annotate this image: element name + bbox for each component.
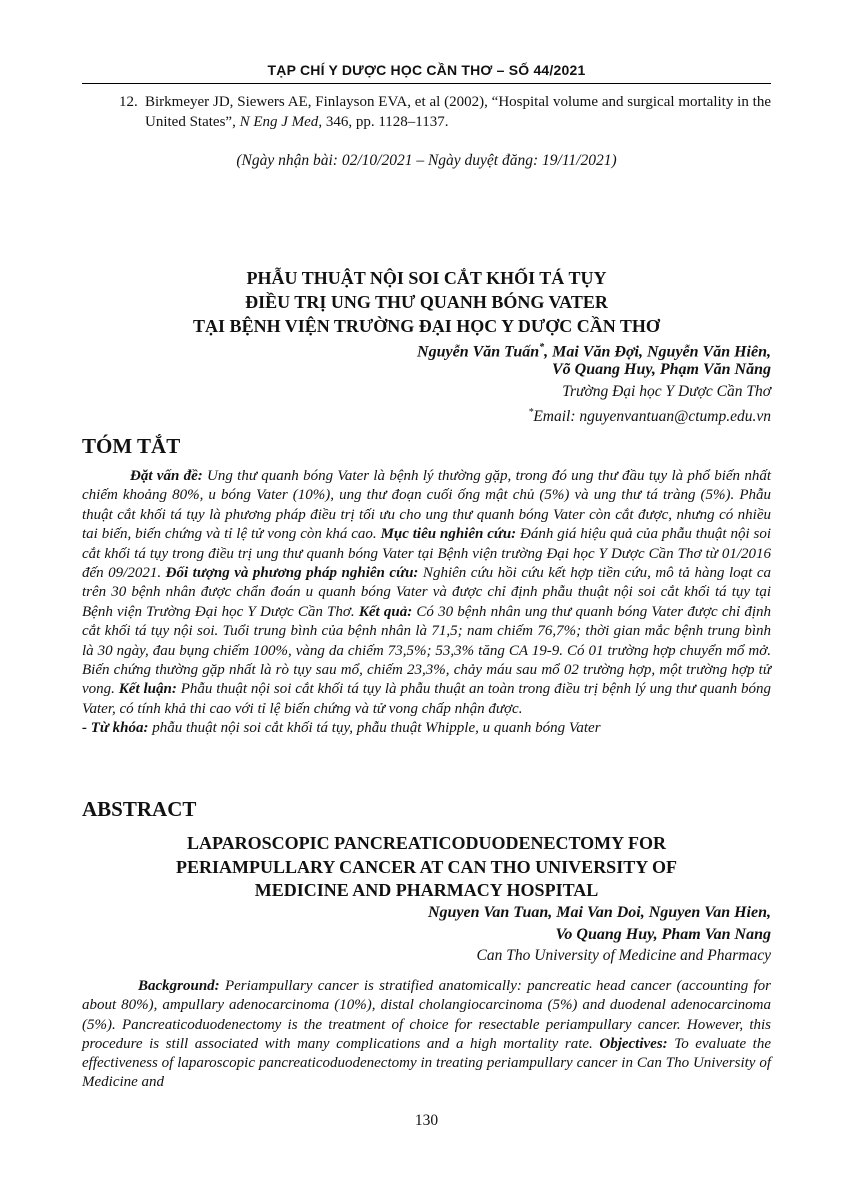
english-abstract: [82, 977, 771, 1093]
english-title: [82, 832, 771, 903]
label-background-vn: Đặt vấn đề:: [130, 468, 203, 484]
label-objective-vn: Mục tiêu nghiên cứu:: [380, 526, 517, 543]
keywords-line: [82, 719, 771, 738]
tom-tat-heading: TÓM TẮT: [82, 434, 181, 458]
reference-text-a: Birkmeyer JD, Siewers AE, Finlayson EVA, et al (2002), “Hospital volume and surgical mortality in the United States”,: [145, 94, 771, 130]
author-email: [82, 403, 771, 427]
text-background-en: Periampullary cancer is stratified anatomically: pancreatic head cancer (accounting for about 80%), ampullary adenocarcinoma (10%), distal cholangiocarcinoma (5%) and duodenal adenocarcinoma (5%). Pancreaticoduodenectomy is the treatment of choice for resectable periampullary cancer. However, this procedure is still associated with many complications and a high mortality rate.: [82, 978, 771, 1052]
en-title-line: PERIAMPULLARY CANCER AT CAN THO UNIVERSITY OF: [175, 856, 678, 877]
keywords-text: phẫu thuật nội soi cắt khối tá tụy, phẫu thuật Whipple, u quanh bóng Vater: [148, 720, 601, 737]
en-title-line: MEDICINE AND PHARMACY HOSPITAL: [254, 880, 599, 900]
vn-authors-line-2: Võ Quang Huy, Phạm Văn Năng: [551, 361, 771, 378]
text-results-vn: Có 30 bệnh nhân ung thư quanh bóng Vater được chỉ định cắt khối tá tụy nội soi. Tuổi trung bình của bệnh nhân là 71,5; nam chiếm 76,7%; thời gian mắc bệnh trung bình là 30 ngày, đau bụng chiếm 100%, vàng da chiếm 73,5%; 53,3% tăng CA 19-9. Có 01 trường hợp chuyển mổ mở. Biến chứng thường gặp nhất là rò tụy sau mổ, chiếm 23,3%, chảy máu sau mổ 02 trường hợp, một trường hợp tử vong.: [82, 603, 771, 698]
reference-item: [119, 92, 771, 132]
label-method-vn: Đối tượng và phương pháp nghiên cứu:: [165, 565, 419, 582]
received-dates: (Ngày nhận bài: 02/10/2021 – Ngày duyệt đăng: 19/11/2021): [236, 152, 617, 169]
vn-affiliation: Trường Đại học Y Dược Cần Thơ: [562, 383, 771, 400]
text-conclusion-vn: Phẫu thuật nội soi cắt khối tá tụy là phẫu thuật an toàn trong điều trị bệnh lý ung thư quanh bóng Vater, có tính khả thi cao với tỉ lệ biến chứng và tử vong chấp nhận được.: [82, 681, 771, 717]
label-results-vn: Kết quả:: [358, 603, 413, 620]
header-rule: [82, 83, 771, 84]
text-objectives-en: To evaluate the effectiveness of laparoscopic pancreaticoduodenectomy in treating periampullary cancer in Can Tho University of Medicine and: [82, 1035, 771, 1091]
label-conclusion-vn: Kết luận:: [118, 681, 177, 698]
vn-title-line: PHẪU THUẬT NỘI SOI CẮT KHỐI TÁ TỤY: [246, 268, 607, 288]
text-objective-vn: Đánh giá hiệu quả của phẫu thuật nội soi cắt khối tá tụy trong điều trị ung thư quanh bóng Vater tại Bệnh viện trường Đại học Y Dược Cần Thơ từ 01/2016 đến 09/2021.: [82, 526, 771, 582]
reference-journal: N Eng J Med: [239, 114, 319, 130]
corresponding-author: Nguyễn Văn Tuấn: [417, 343, 540, 361]
en-affiliation: Can Tho University of Medicine and Pharmacy: [476, 947, 771, 964]
label-background-en: Background:: [138, 978, 220, 994]
vn-authors-rest: , Mai Văn Đợi, Nguyễn Văn Hiên,: [544, 343, 771, 361]
abstract-heading: ABSTRACT: [82, 797, 197, 821]
journal-running-head: TẠP CHÍ Y DƯỢC HỌC CẦN THƠ – SỐ 44/2021: [267, 62, 586, 78]
label-objectives-en: Objectives:: [599, 1035, 668, 1052]
vietnamese-abstract: [82, 467, 771, 739]
text-background-vn: Ung thư quanh bóng Vater là bệnh lý thường gặp, trong đó ung thư đầu tụy là phổ biến nhất chiếm khoảng 80%, u bóng Vater (10%), ung thư đoạn cuối ống mật chủ (5%) và ung thư tá tràng (5%). Phẫu thuật cắt khối tá tụy là phương pháp điều trị tối ưu cho ung thư quanh bóng Vater còn cắt được, nhưng có nhiều tai biến, biến chứng và tỉ lệ tử vong còn khá cao.: [82, 468, 771, 543]
reference-number: 12.: [119, 94, 138, 110]
email-star: *: [528, 407, 534, 418]
en-authors-line-1: Nguyen Van Tuan, Mai Van Doi, Nguyen Van Hien,: [427, 904, 771, 921]
reference-text-b: , 346, pp. 1128–1137.: [318, 114, 449, 130]
en-authors-line-2: Vo Quang Huy, Pham Van Nang: [555, 926, 771, 943]
en-title-line: LAPAROSCOPIC PANCREATICODUODENECTOMY FOR: [186, 833, 666, 853]
vietnamese-title: [82, 266, 771, 338]
text-method-vn: Nghiên cứu hồi cứu kết hợp tiền cứu, mô tả hàng loạt ca trên 30 bệnh nhân được chẩn đoán u quanh bóng Vater và được chỉ định phẫu thuật nội soi cắt khối tá tụy tại Bệnh viện Trường Đại học Y Dược Cần Thơ.: [82, 565, 771, 620]
corresponding-star: *: [539, 342, 545, 353]
vn-title-line: TẠI BỆNH VIỆN TRƯỜNG ĐẠI HỌC Y DƯỢC CẦN THƠ: [193, 316, 660, 336]
page-number: 130: [414, 1112, 439, 1129]
vn-title-line: ĐIỀU TRỊ UNG THƯ QUANH BÓNG VATER: [245, 292, 608, 312]
email-text: Email: nguyenvantuan@ctump.edu.vn: [533, 408, 771, 426]
keywords-label: - Từ khóa:: [82, 720, 149, 737]
